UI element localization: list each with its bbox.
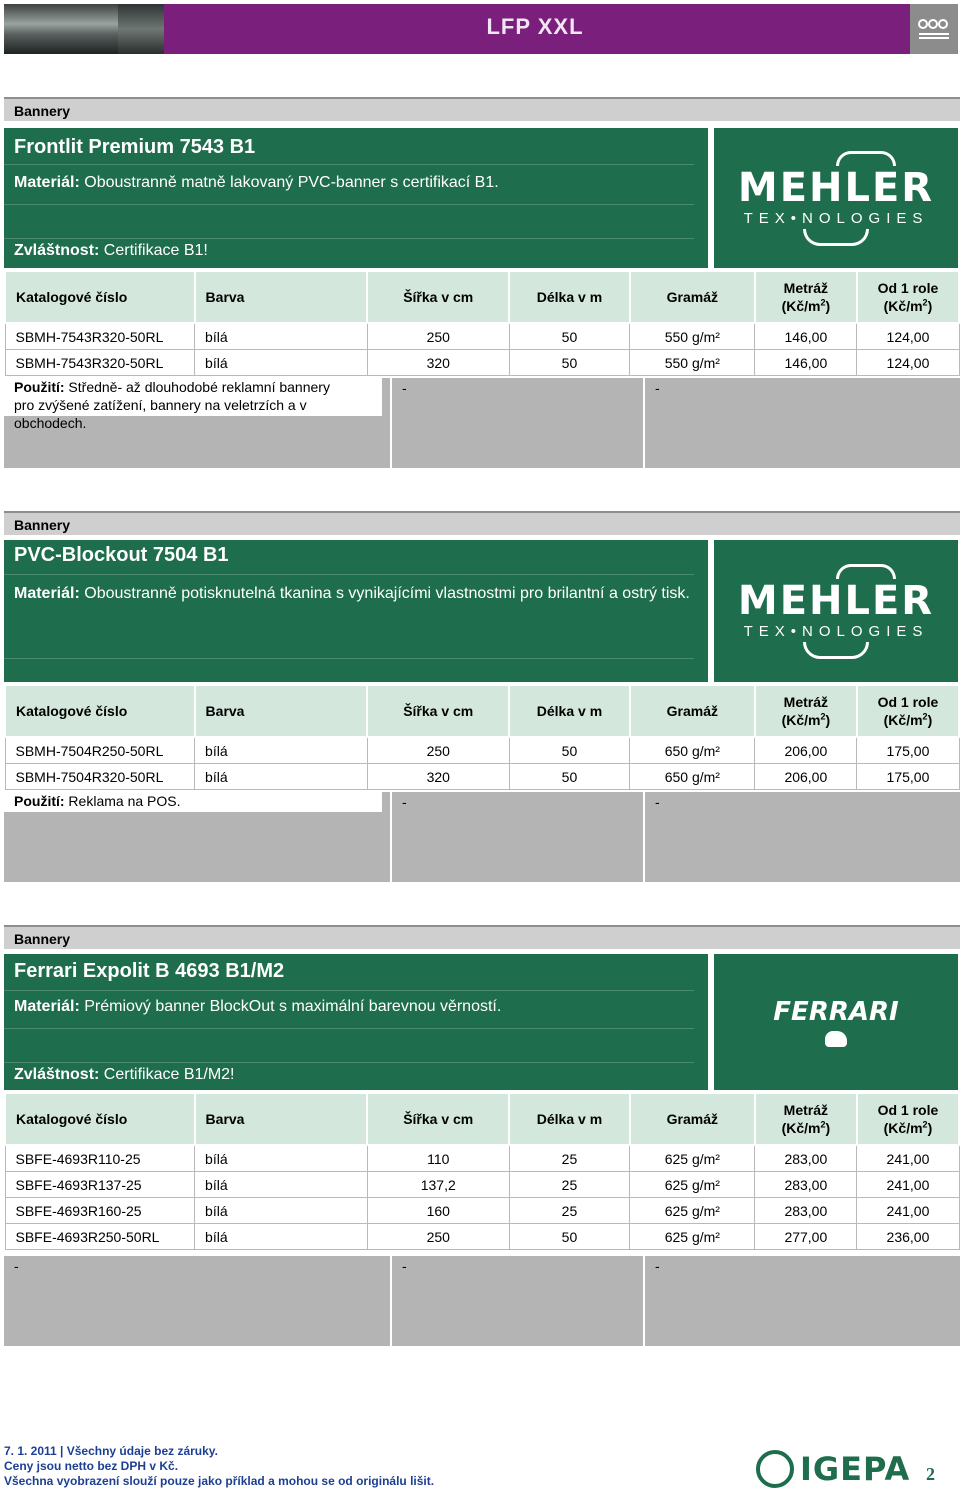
product-title: Frontlit Premium 7543 B1 — [14, 136, 256, 158]
col-header-weight: Gramáž — [630, 1093, 755, 1145]
table-row: SBFE-4693R110-25 bílá 110 25 625 g/m² 283,00 241,00 — [5, 1145, 959, 1172]
product-material: Materiál: Oboustranně matně lakovaný PVC-banner s certifikací B1. — [14, 174, 499, 191]
table-row: SBFE-4693R250-50RL bílá 250 50 625 g/m² 277,00 236,00 — [5, 1224, 959, 1250]
col-header-catalog: Katalogové číslo — [5, 271, 195, 323]
col-header-length: Délka v m — [509, 271, 630, 323]
product-info-panel — [4, 540, 708, 682]
product-material: Materiál: Prémiový banner BlockOut s maximální barevnou věrností. — [14, 998, 502, 1015]
section-category: Bannery — [4, 925, 960, 949]
product-info-panel — [4, 128, 708, 268]
table-row: SBMH-7504R320-50RL bílá 320 50 650 g/m² 206,00 175,00 — [5, 764, 959, 790]
table-row: SBMH-7543R320-50RL bílá 320 50 550 g/m² 146,00 124,00 — [5, 350, 959, 376]
usage-block: Použití: Středně- až dlouhodobé reklamní bannery pro zvýšené zatížení, bannery na veletrzích a v obchodech. - - — [4, 378, 960, 468]
product-material: Materiál: Oboustranně potisknutelná tkanina s vynikajícími vlastnostmi pro brilantní a ostrý tisk. — [14, 585, 690, 602]
col-header-roll-price: Od 1 role $(Kč/m^2)$ — [857, 1093, 959, 1145]
table-row: SBMH-7543R320-50RL bílá 250 50 550 g/m² 146,00 124,00 — [5, 323, 959, 350]
col-header-weight: Gramáž — [630, 685, 755, 737]
igepa-logo: IGEPA — [756, 1450, 910, 1488]
igepa-logo-icon — [756, 1450, 794, 1488]
page-title: LFP XXL — [486, 14, 584, 39]
product-table — [4, 1092, 960, 1250]
footer-notes: 7. 1. 2011 | Všechny údaje bez záruky. Ceny jsou netto bez DPH v Kč. Všechna vyobrazení slouží pouze jako příklad a mohou se od originálu lišit. — [4, 1444, 435, 1488]
col-header-color: Barva — [195, 685, 368, 737]
table-row: SBMH-7504R250-50RL bílá 250 50 650 g/m² 206,00 175,00 — [5, 737, 959, 764]
col-header-width: Šířka v cm — [367, 685, 509, 737]
section-category: Bannery — [4, 511, 960, 535]
usage-text: Použití: Reklama na POS. — [14, 793, 181, 809]
product-title: Ferrari Expolit B 4693 B1/M2 — [14, 960, 285, 982]
header-logo-icon — [910, 4, 958, 54]
col-header-width: Šířka v cm — [367, 271, 509, 323]
mehler-logo: MEHLER TEX•NOLOGIES — [714, 128, 958, 268]
page-number: 2 — [926, 1464, 935, 1484]
usage-block: - - - — [4, 1256, 960, 1346]
col-header-color: Barva — [195, 1093, 368, 1145]
col-header-roll-price: Od 1 role $(Kč/m^2)$ — [857, 685, 959, 737]
col-header-color: Barva — [195, 271, 368, 323]
col-header-length: Délka v m — [509, 685, 630, 737]
product-table — [4, 270, 960, 376]
product-table — [4, 684, 960, 790]
col-header-meter-price: Metráž $(Kč/m^2)$ — [755, 271, 857, 323]
product-title: PVC-Blockout 7504 B1 — [14, 544, 229, 566]
header-photo-detail — [118, 4, 164, 54]
section-category: Bannery — [4, 97, 960, 121]
product-feature: Zvláštnost: Certifikace B1/M2! — [14, 1066, 235, 1083]
usage-text: Použití: Středně- až dlouhodobé reklamní bannery pro zvýšené zatížení, bannery na veletrzích a v obchodech. — [14, 379, 330, 431]
col-header-width: Šířka v cm — [367, 1093, 509, 1145]
product-feature: Zvláštnost: Certifikace B1! — [14, 242, 208, 259]
mehler-logo: MEHLER TEX•NOLOGIES — [714, 540, 958, 682]
usage-block: Použití: Reklama na POS. - - — [4, 792, 960, 882]
table-row: SBFE-4693R137-25 bílá 137,2 25 625 g/m² 283,00 241,00 — [5, 1172, 959, 1198]
col-header-roll-price: Od 1 role $(Kč/m^2)$ — [857, 271, 959, 323]
col-header-meter-price: Metráž $(Kč/m^2)$ — [755, 685, 857, 737]
table-row: SBFE-4693R160-25 bílá 160 25 625 g/m² 283,00 241,00 — [5, 1198, 959, 1224]
col-header-catalog: Katalogové číslo — [5, 685, 195, 737]
col-header-catalog: Katalogové číslo — [5, 1093, 195, 1145]
col-header-length: Délka v m — [509, 1093, 630, 1145]
col-header-meter-price: Metráž $(Kč/m^2)$ — [755, 1093, 857, 1145]
col-header-weight: Gramáž — [630, 271, 755, 323]
product-info-panel — [4, 954, 708, 1090]
ferrari-logo: FERRARI — [714, 954, 958, 1090]
